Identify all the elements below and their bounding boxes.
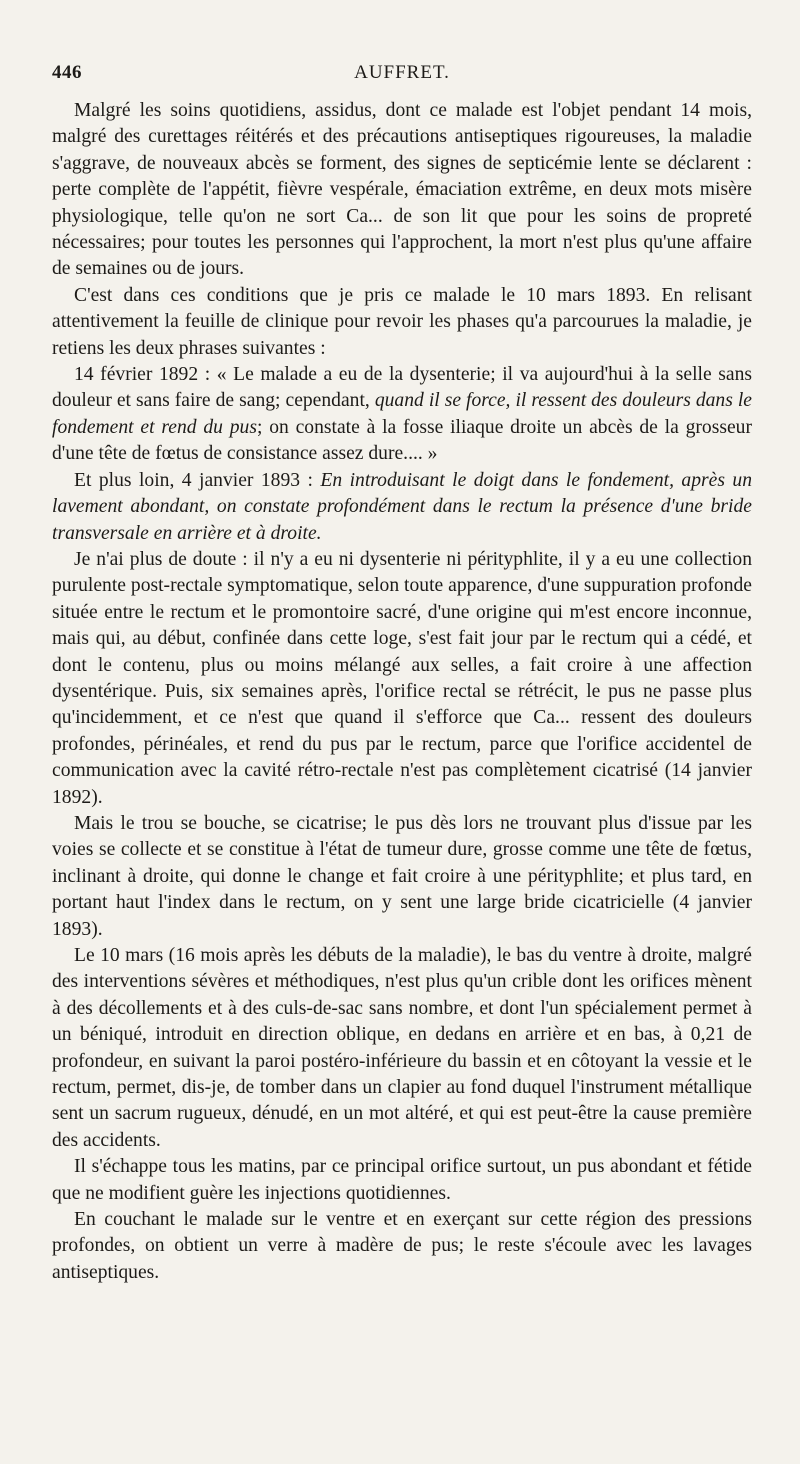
running-head: AUFFRET. xyxy=(354,62,450,83)
page-header xyxy=(52,62,752,92)
quote-1893-italic: En introduisant le doigt dans le fondement, après un lavement abondant, on constate profondément dans le rectum la présence d'une bride transversale en arrière et à droite. xyxy=(52,469,752,544)
quote-1892-intro: 14 février 1892 : « Le malade a eu de la dysenterie; il va aujourd'hui à la selle sans douleur et sans faire de sang; cependant, xyxy=(52,364,752,412)
quote-1892-italic: quand il se force, il ressent des douleurs dans le fondement et rend du pus xyxy=(52,390,753,438)
page-number: 446 xyxy=(52,62,82,83)
paragraph-5: Je n'ai plus de doute : il n'y a eu ni dysenterie ni pérityphlite, il y a eu une collection purulente post-rectale symptomatique, selon toute apparence, d'une suppuration profonde située entre le rectum et le promontoire sacré, d'une origine qui m'est encore inconnue, mais qui, au début, confinée dans cette loge, s'est fait jour par le rectum qui a cédé, et dont le contenu, plus ou moins mélangé aux selles, a fait croire à une affection dysentérique. Puis, six semaines après, l'orifice rectal se rétrécit, le pus ne passe plus qu'incidemment, et ce n'est que quand il s'efforce que Ca... ressent des douleurs profondes, périnéales, et rend du pus par le rectum, parce que l'orifice accidentel de communication avec la cavité rétro-rectale n'est pas complètement cicatrisé (14 janvier 1892). xyxy=(52,548,752,808)
paragraph-9: En couchant le malade sur le ventre et en exerçant sur cette région des pressions profondes, on obtient un verre à madère de pus; le reste s'écoule avec les lavages antiseptiques. xyxy=(52,1209,752,1283)
paragraph-4-quote-1893 xyxy=(52,468,752,547)
paragraph-6: Mais le trou se bouche, se cicatrise; le pus dès lors ne trouvant plus d'issue par les voies se collecte et se constitue à l'état de tumeur dure, grosse comme une tête de fœtus, inclinant à droite, qui donne le change et fait croire à une pérityphlite; et plus tard, en portant haut l'index dans le rectum, on y sent une large bride cicatricielle (4 janvier 1893). xyxy=(52,812,752,940)
body-text xyxy=(52,98,752,1286)
paragraph-2: C'est dans ces conditions que je pris ce malade le 10 mars 1893. En relisant attentivement la feuille de clinique pour revoir les phases qu'a parcourues la maladie, je retiens les deux phrases suivantes : xyxy=(52,284,752,359)
paragraph-1: Malgré les soins quotidiens, assidus, dont ce malade est l'objet pendant 14 mois, malgré des curettages réitérés et des précautions antiseptiques rigoureuses, la maladie s'aggrave, de nouveaux abcès se forment, des signes de septicémie lente se déclarent : perte complète de l'appétit, fièvre vespérale, émaciation extrême, en deux mots misère physiologique, telle qu'on ne sort Ca... de son lit que pour les soins de propreté nécessaires; pour toutes les personnes qui l'approchent, la mort n'est plus qu'une affaire de semaines ou de jours. xyxy=(52,100,752,280)
paragraph-7: Le 10 mars (16 mois après les débuts de la maladie), le bas du ventre à droite, malgré des interventions sévères et méthodiques, n'est plus qu'un crible dont les orifices mènent à des décollements et à des culs-de-sac sans nombre, et dont l'un spécialement permet à un béniqué, introduit en direction oblique, en dedans en arrière et en bas, à 0,21 de profondeur, en suivant la paroi postéro-inférieure du bassin et en côtoyant la vessie et le rectum, permet, dis-je, de tomber dans un clapier au fond duquel l'instrument métallique sent un sacrum rugueux, dénudé, en un mot altéré, et qui est peut-être la cause première des accidents. xyxy=(52,945,752,1151)
quote-1893-intro: Et plus loin, 4 janvier 1893 : xyxy=(74,469,321,491)
quote-1892-rest: ; on constate à la fosse iliaque droite un abcès de la grosseur d'une tête de fœtus de consistance assez dure.... » xyxy=(52,416,752,465)
paragraph-3-quote-1892 xyxy=(52,362,752,468)
paragraph-8: Il s'échappe tous les matins, par ce principal orifice surtout, un pus abondant et fétide que ne modifient guère les injections quotidiennes. xyxy=(52,1156,752,1204)
